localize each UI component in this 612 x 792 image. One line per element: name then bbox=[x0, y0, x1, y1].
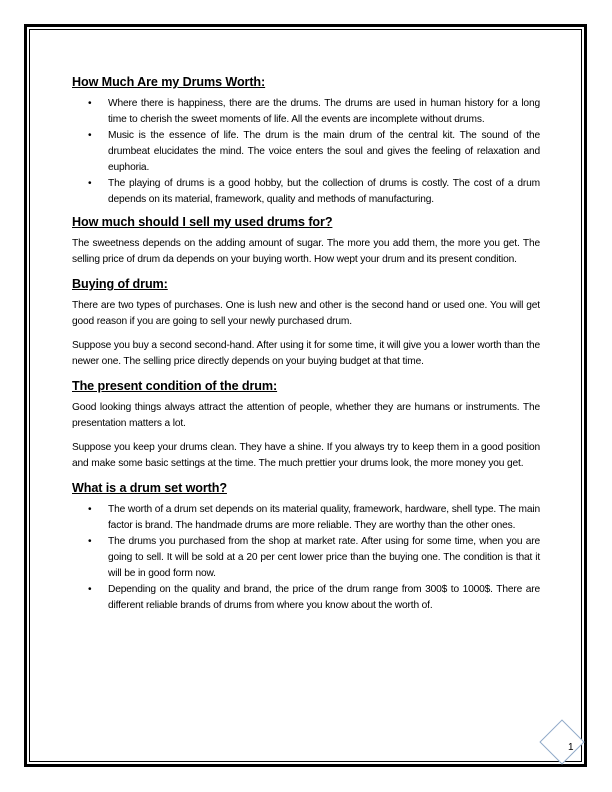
section-heading: Buying of drum: bbox=[72, 277, 168, 291]
list-item: • Where there is happiness, there are the drums. The drums are used in human history for a long time to cherish the sweet moments of life. All the events are incomplete without drums. bbox=[88, 98, 540, 125]
section-heading: What is a drum set worth? bbox=[72, 481, 227, 495]
list-item: • The drums you purchased from the shop at market rate. After using for some time, when you are going to sell. It will be sold at a 20 per cent lower price than the buying one. The condition is that it will be in good form now. bbox=[88, 536, 540, 579]
list-item: • Depending on the quality and brand, the price of the drum range from 300$ to 1000$. There are different reliable brands of drums from where you know about the worth of. bbox=[88, 584, 540, 611]
bullet-icon: • bbox=[88, 536, 92, 547]
bullet-list bbox=[72, 502, 540, 614]
bullet-icon: • bbox=[88, 178, 92, 189]
bullet-list bbox=[72, 96, 540, 208]
section-heading: How Much Are my Drums Worth: bbox=[72, 75, 266, 89]
section-present-condition bbox=[72, 378, 540, 472]
bullet-icon: • bbox=[88, 584, 92, 595]
section-heading: How much should I sell my used drums for? bbox=[72, 215, 333, 229]
section-buying-of-drum bbox=[72, 276, 540, 370]
page-number: 1 bbox=[568, 742, 574, 753]
paragraph: Suppose you buy a second second-hand. After using it for some time, it will give you a lower worth than the newer one. The selling price directly depends on your buying budget at that time. bbox=[72, 340, 540, 367]
paragraph: The sweetness depends on the adding amount of sugar. The more you add them, the more you get. The selling price of drum da depends on your buying worth. How wept your drum and its present condition. bbox=[72, 238, 540, 265]
section-sell-used-drums bbox=[72, 214, 540, 268]
bullet-icon: • bbox=[88, 504, 92, 515]
section-drum-set-worth bbox=[72, 480, 540, 614]
list-item: • The worth of a drum set depends on its material quality, framework, hardware, shell type. The main factor is brand. The handmade drums are more reliable. They are worthy than the other ones. bbox=[88, 504, 540, 531]
list-item: • The playing of drums is a good hobby, but the collection of drums is costly. The cost of a drum depends on its material, framework, quality and methods of manufacturing. bbox=[88, 178, 540, 205]
paragraph: Good looking things always attract the attention of people, whether they are humans or instruments. The presentation matters a lot. bbox=[72, 402, 540, 429]
section-heading: The present condition of the drum: bbox=[72, 379, 278, 393]
document-body bbox=[72, 70, 540, 620]
paragraph: There are two types of purchases. One is lush new and other is the second hand or used one. You will get good reason if you are going to sell your newly purchased drum. bbox=[72, 300, 540, 327]
paragraph: Suppose you keep your drums clean. They have a shine. If you always try to keep them in a good position and make some basic settings at the time. The much prettier your drums look, the more money you get. bbox=[72, 442, 540, 469]
list-item: • Music is the essence of life. The drum is the main drum of the central kit. The sound of the drumbeat elucidates the mind. The voice enters the soul and gives the feeling of relaxation and euphoria. bbox=[88, 130, 540, 173]
section-drums-worth bbox=[72, 74, 540, 208]
bullet-icon: • bbox=[88, 130, 92, 141]
bullet-icon: • bbox=[88, 98, 92, 109]
